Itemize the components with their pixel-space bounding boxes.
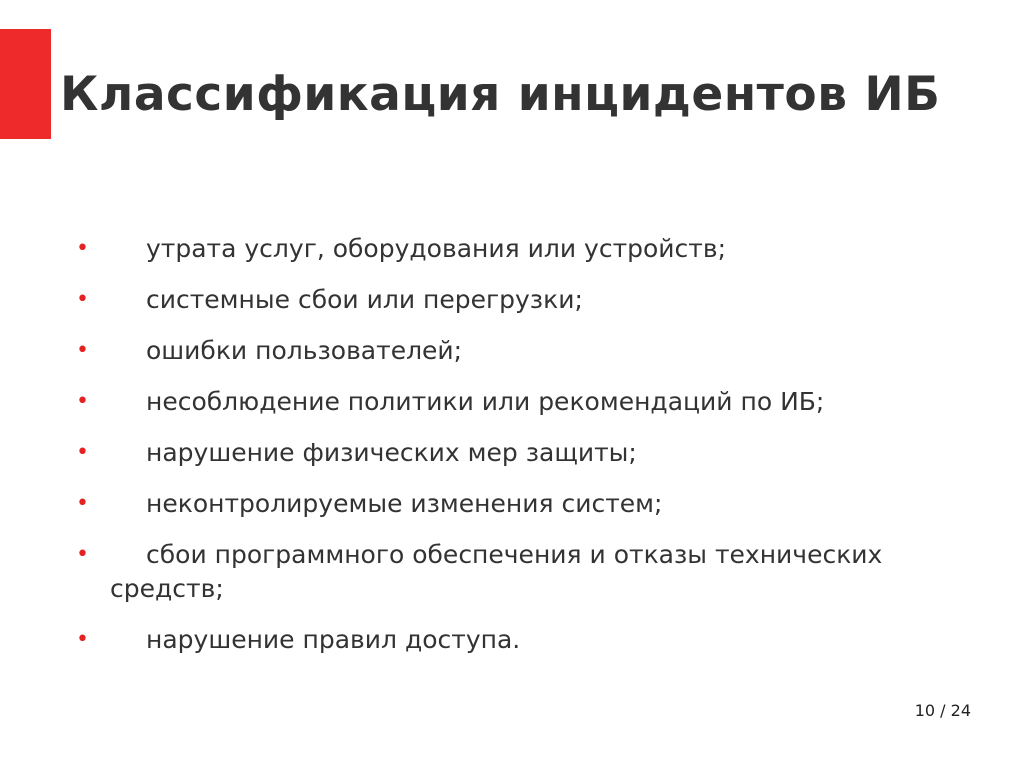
bullet-dot-icon: • [76,236,89,261]
bullet-list [0,232,1024,674]
bullet-text: утрата услуг, оборудования или устройств; [146,234,727,263]
bullet-item [0,538,1024,606]
bullet-dot-icon: • [76,287,89,312]
bullet-text: неконтролируемые изменения систем; [146,489,663,518]
bullet-item [0,436,1024,470]
bullet-item [0,623,1024,657]
bullet-item [0,334,1024,368]
bullet-item [0,283,1024,317]
bullet-dot-icon: • [76,542,89,567]
bullet-item [0,487,1024,521]
bullet-text: нарушение правил доступа. [146,625,521,654]
bullet-dot-icon: • [76,440,89,465]
bullet-dot-icon: • [76,627,89,652]
bullet-text: сбои программного обеспечения и отказы технических средств; [110,540,883,603]
bullet-dot-icon: • [76,491,89,516]
bullet-item [0,232,1024,266]
bullet-dot-icon: • [76,338,89,363]
page-number: 10 / 24 [914,701,971,720]
bullet-text: нарушение физических мер защиты; [146,438,637,467]
bullet-text: ошибки пользователей; [146,336,463,365]
bullet-text: несоблюдение политики или рекомендаций по ИБ; [146,387,825,416]
bullet-item [0,385,1024,419]
bullet-text: системные сбои или перегрузки; [146,285,583,314]
accent-bar [0,29,51,139]
slide-title: Классификация инцидентов ИБ [60,67,941,122]
bullet-dot-icon: • [76,389,89,414]
